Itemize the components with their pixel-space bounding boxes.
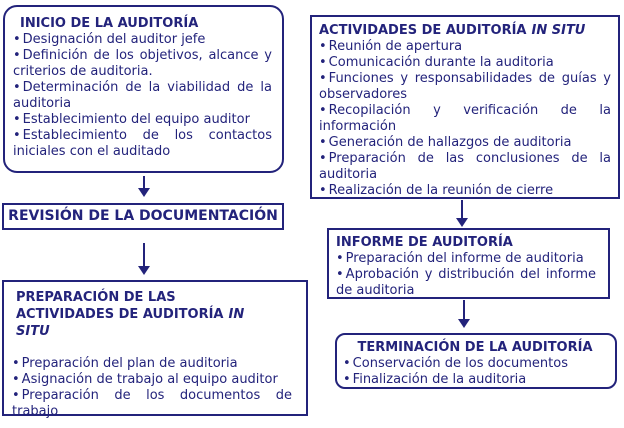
list-item: • Preparación del plan de auditoria xyxy=(12,356,292,372)
flow-arrow-inicio-to-revision xyxy=(138,176,150,197)
title-italic-text: IN SITU xyxy=(531,23,586,38)
bullet-list xyxy=(13,32,272,160)
list-item: • Funciones y responsabilidades de guías y observadores xyxy=(319,71,611,103)
list-item: • Conservación de los documentos xyxy=(343,356,607,372)
list-item: • Realización de la reunión de cierre xyxy=(319,183,611,199)
box-title xyxy=(319,22,611,39)
list-item: • Designación del auditor jefe xyxy=(13,32,272,48)
arrow-shaft xyxy=(461,200,463,219)
arrow-shaft xyxy=(463,300,465,320)
title-italic-text: IN SITU xyxy=(16,307,245,339)
list-item: • Reunión de apertura xyxy=(319,39,611,55)
box-title: REVISIÓN DE LA DOCUMENTACIÓN xyxy=(8,208,278,224)
inicio-auditoria-box xyxy=(3,5,284,173)
arrow-head-down-icon xyxy=(456,218,468,227)
box-title: INICIO DE LA AUDITORÍA xyxy=(20,16,199,31)
arrow-head-down-icon xyxy=(138,188,150,197)
arrow-shaft xyxy=(143,243,145,267)
title-text: PREPARACIÓN DE LAS ACTIVIDADES DE AUDITORÍA xyxy=(16,290,224,322)
title-text: ACTIVIDADES DE AUDITORÍA xyxy=(319,23,527,38)
bullet-list xyxy=(343,356,607,388)
flow-arrow-actividades-to-informe xyxy=(456,200,468,227)
list-item: • Establecimiento del equipo auditor xyxy=(13,112,272,128)
box-title: TERMINACIÓN DE LA AUDITORÍA xyxy=(357,340,593,355)
flow-arrow-informe-to-terminacion xyxy=(458,300,470,328)
bullet-list xyxy=(12,356,292,420)
preparacion-actividades-box xyxy=(2,280,308,419)
box-title xyxy=(16,289,274,340)
revision-documentacion-box xyxy=(2,203,284,230)
terminacion-auditoria-box xyxy=(335,333,617,389)
bullet-list xyxy=(319,39,611,199)
list-item: • Aprobación y distribución del informe de auditoria xyxy=(336,267,596,299)
arrow-head-down-icon xyxy=(138,266,150,275)
flow-arrow-revision-to-preparacion xyxy=(138,243,150,275)
list-item: • Asignación de trabajo al equipo auditor xyxy=(12,372,292,388)
list-item: • Generación de hallazgos de auditoria xyxy=(319,135,611,151)
actividades-in-situ-box xyxy=(310,15,620,199)
list-item: • Comunicación durante la auditoria xyxy=(319,55,611,71)
list-item: • Recopilación y verificación de la información xyxy=(319,103,611,135)
list-item: • Preparación de las conclusiones de la auditoria xyxy=(319,151,611,183)
list-item: • Determinación de la viabilidad de la auditoria xyxy=(13,80,272,112)
bullet-list xyxy=(336,251,596,299)
box-title: INFORME DE AUDITORÍA xyxy=(336,235,513,250)
arrow-head-down-icon xyxy=(458,319,470,328)
list-item: • Preparación de los documentos de trabajo xyxy=(12,388,292,420)
list-item: • Preparación del informe de auditoria xyxy=(336,251,596,267)
list-item: • Establecimiento de los contactos iniciales con el auditado xyxy=(13,128,272,160)
informe-auditoria-box xyxy=(327,228,610,299)
list-item: • Definición de los objetivos, alcance y criterios de auditoria. xyxy=(13,48,272,80)
list-item: • Finalización de la auditoria xyxy=(343,372,607,388)
